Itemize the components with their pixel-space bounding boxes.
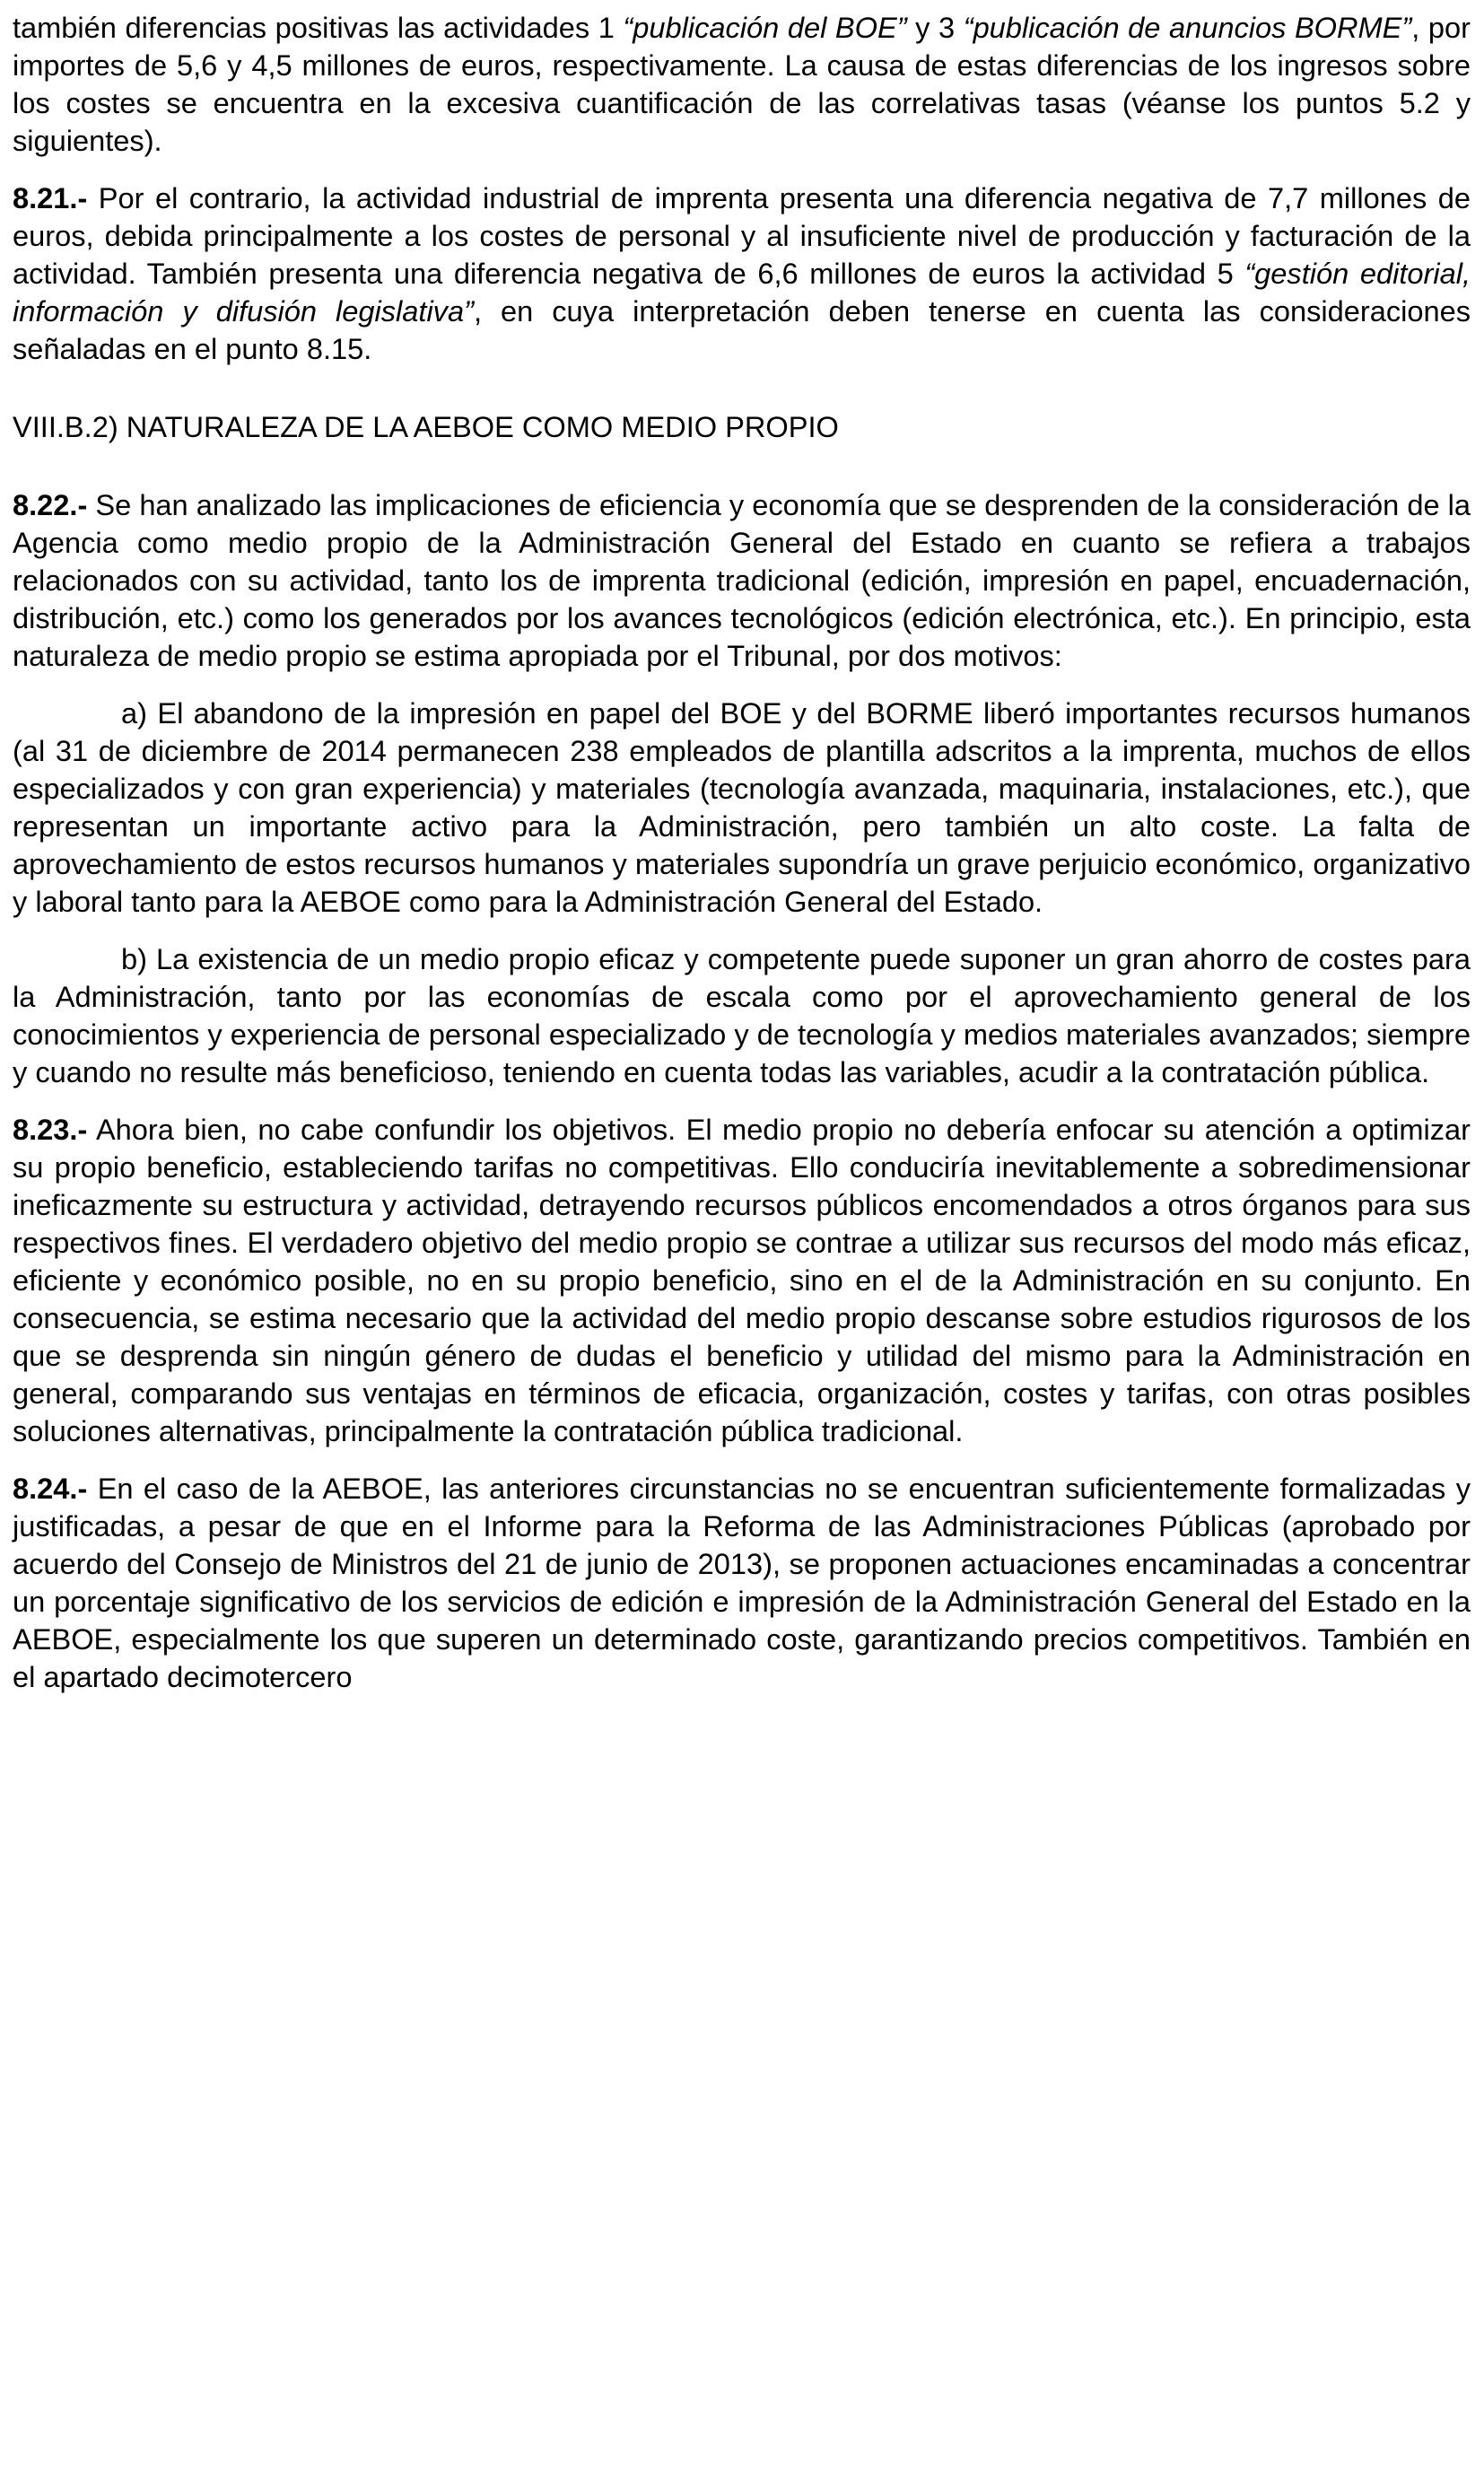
intro-italic-boe: “publicación del BOE” <box>623 11 907 44</box>
paragraph-8-24 <box>13 1470 1471 1696</box>
paragraph-8-21-text-1: Por el contrario, la actividad industrial de imprenta presenta una diferencia negativa de 7,7 millones de euros, debida principalmente a los costes de personal y al insuficiente nivel de producción y facturación de la actividad. También presenta una diferencia negativa de 6,6 millones de euros la actividad 5 <box>13 181 1471 290</box>
intro-text-3: , por importes de 5,6 y 4,5 millones de euros, respectivamente. La causa de estas diferencias de los ingresos sobre los costes se encuentra en la excesiva cuantificación de las correlativas tasas (véanse los puntos 5.2 y siguientes). <box>13 11 1471 157</box>
paragraph-8-23 <box>13 1111 1471 1450</box>
paragraph-number: 8.22.- <box>13 488 88 521</box>
section-heading: VIII.B.2) NATURALEZA DE LA AEBOE COMO MEDIO PROPIO <box>13 410 839 443</box>
document-page <box>13 9 1471 1696</box>
paragraph-8-21-text-2: , en cuya interpretación deben tenerse en cuenta las consideraciones señaladas en el punto 8.15. <box>13 294 1471 365</box>
paragraph-number: 8.24.- <box>13 1472 88 1505</box>
paragraph-8-24-text: En el caso de la AEBOE, las anteriores circunstancias no se encuentran suficientemente formalizadas y justificadas, a pesar de que en el Informe para la Reforma de las Administraciones Públicas (aprobado por acuerdo del Consejo de Ministros del 21 de junio de 2013), se proponen actuaciones encaminadas a concentrar un porcentaje significativo de los servicios de edición e impresión de la Administración General del Estado en la AEBOE, especialmente los que superen un determinado coste, garantizando precios competitivos. También en el apartado decimotercero <box>13 1472 1471 1693</box>
paragraph-intro <box>13 9 1471 160</box>
paragraph-a: a) El abandono de la impresión en papel del BOE y del BORME liberó importantes recursos humanos (al 31 de diciembre de 2014 permanecen 238 empleados de plantilla adscritos a la imprenta, muchos de ellos especializados y con gran experiencia) y materiales (tecnología avanzada, maquinaria, instalaciones, etc.), que representan un importante activo para la Administración, pero también un alto coste. La falta de aprovechamiento de estos recursos humanos y materiales supondría un grave perjuicio económico, organizativo y laboral tanto para la AEBOE como para la Administración General del Estado. <box>13 696 1471 918</box>
paragraph-8-22-text: Se han analizado las implicaciones de eficiencia y economía que se desprenden de la consideración de la Agencia como medio propio de la Administración General del Estado en cuanto se refiera a trabajos relacionados con su actividad, tanto los de imprenta tradicional (edición, impresión en papel, encuadernación, distribución, etc.) como los generados por los avances tecnológicos (edición electrónica, etc.). En principio, esta naturaleza de medio propio se estima apropiada por el Tribunal, por dos motivos: <box>13 488 1471 672</box>
paragraph-number: 8.23.- <box>13 1113 88 1146</box>
intro-text-1: también diferencias positivas las actividades 1 <box>13 11 624 44</box>
paragraph-8-21-italic: “gestión editorial, información y difusión legislativa” <box>13 257 1471 328</box>
paragraph-8-22 <box>13 486 1471 675</box>
intro-text-2: y 3 <box>906 11 964 44</box>
paragraph-b: b) La existencia de un medio propio eficaz y competente puede suponer un gran ahorro de costes para la Administración, tanto por las economías de escala como por el aprovechamiento general de los conocimientos y experiencia de personal especializado y de tecnología y medios materiales avanzados; siempre y cuando no resulte más beneficioso, teniendo en cuenta todas las variables, acudir a la contratación pública. <box>13 942 1471 1088</box>
paragraph-number: 8.21.- <box>13 181 88 214</box>
paragraph-8-21 <box>13 179 1471 368</box>
paragraph-8-23-text: Ahora bien, no cabe confundir los objetivos. El medio propio no debería enfocar su atención a optimizar su propio beneficio, estableciendo tarifas no competitivas. Ello conduciría inevitablemente a sobredimensionar ineficazmente su estructura y actividad, detrayendo recursos públicos encomendados a otros órganos para sus respectivos fines. El verdadero objetivo del medio propio se contrae a utilizar sus recursos del modo más eficaz, eficiente y económico posible, no en su propio beneficio, sino en el de la Administración en su conjunto. En consecuencia, se estima necesario que la actividad del medio propio descanse sobre estudios rigurosos de los que se desprenda sin ningún género de dudas el beneficio y utilidad del mismo para la Administración en general, comparando sus ventajas en términos de eficacia, organización, costes y tarifas, con otras posibles soluciones alternativas, principalmente la contratación pública tradicional. <box>13 1113 1471 1447</box>
intro-italic-borme: “publicación de anuncios BORME” <box>963 11 1412 44</box>
